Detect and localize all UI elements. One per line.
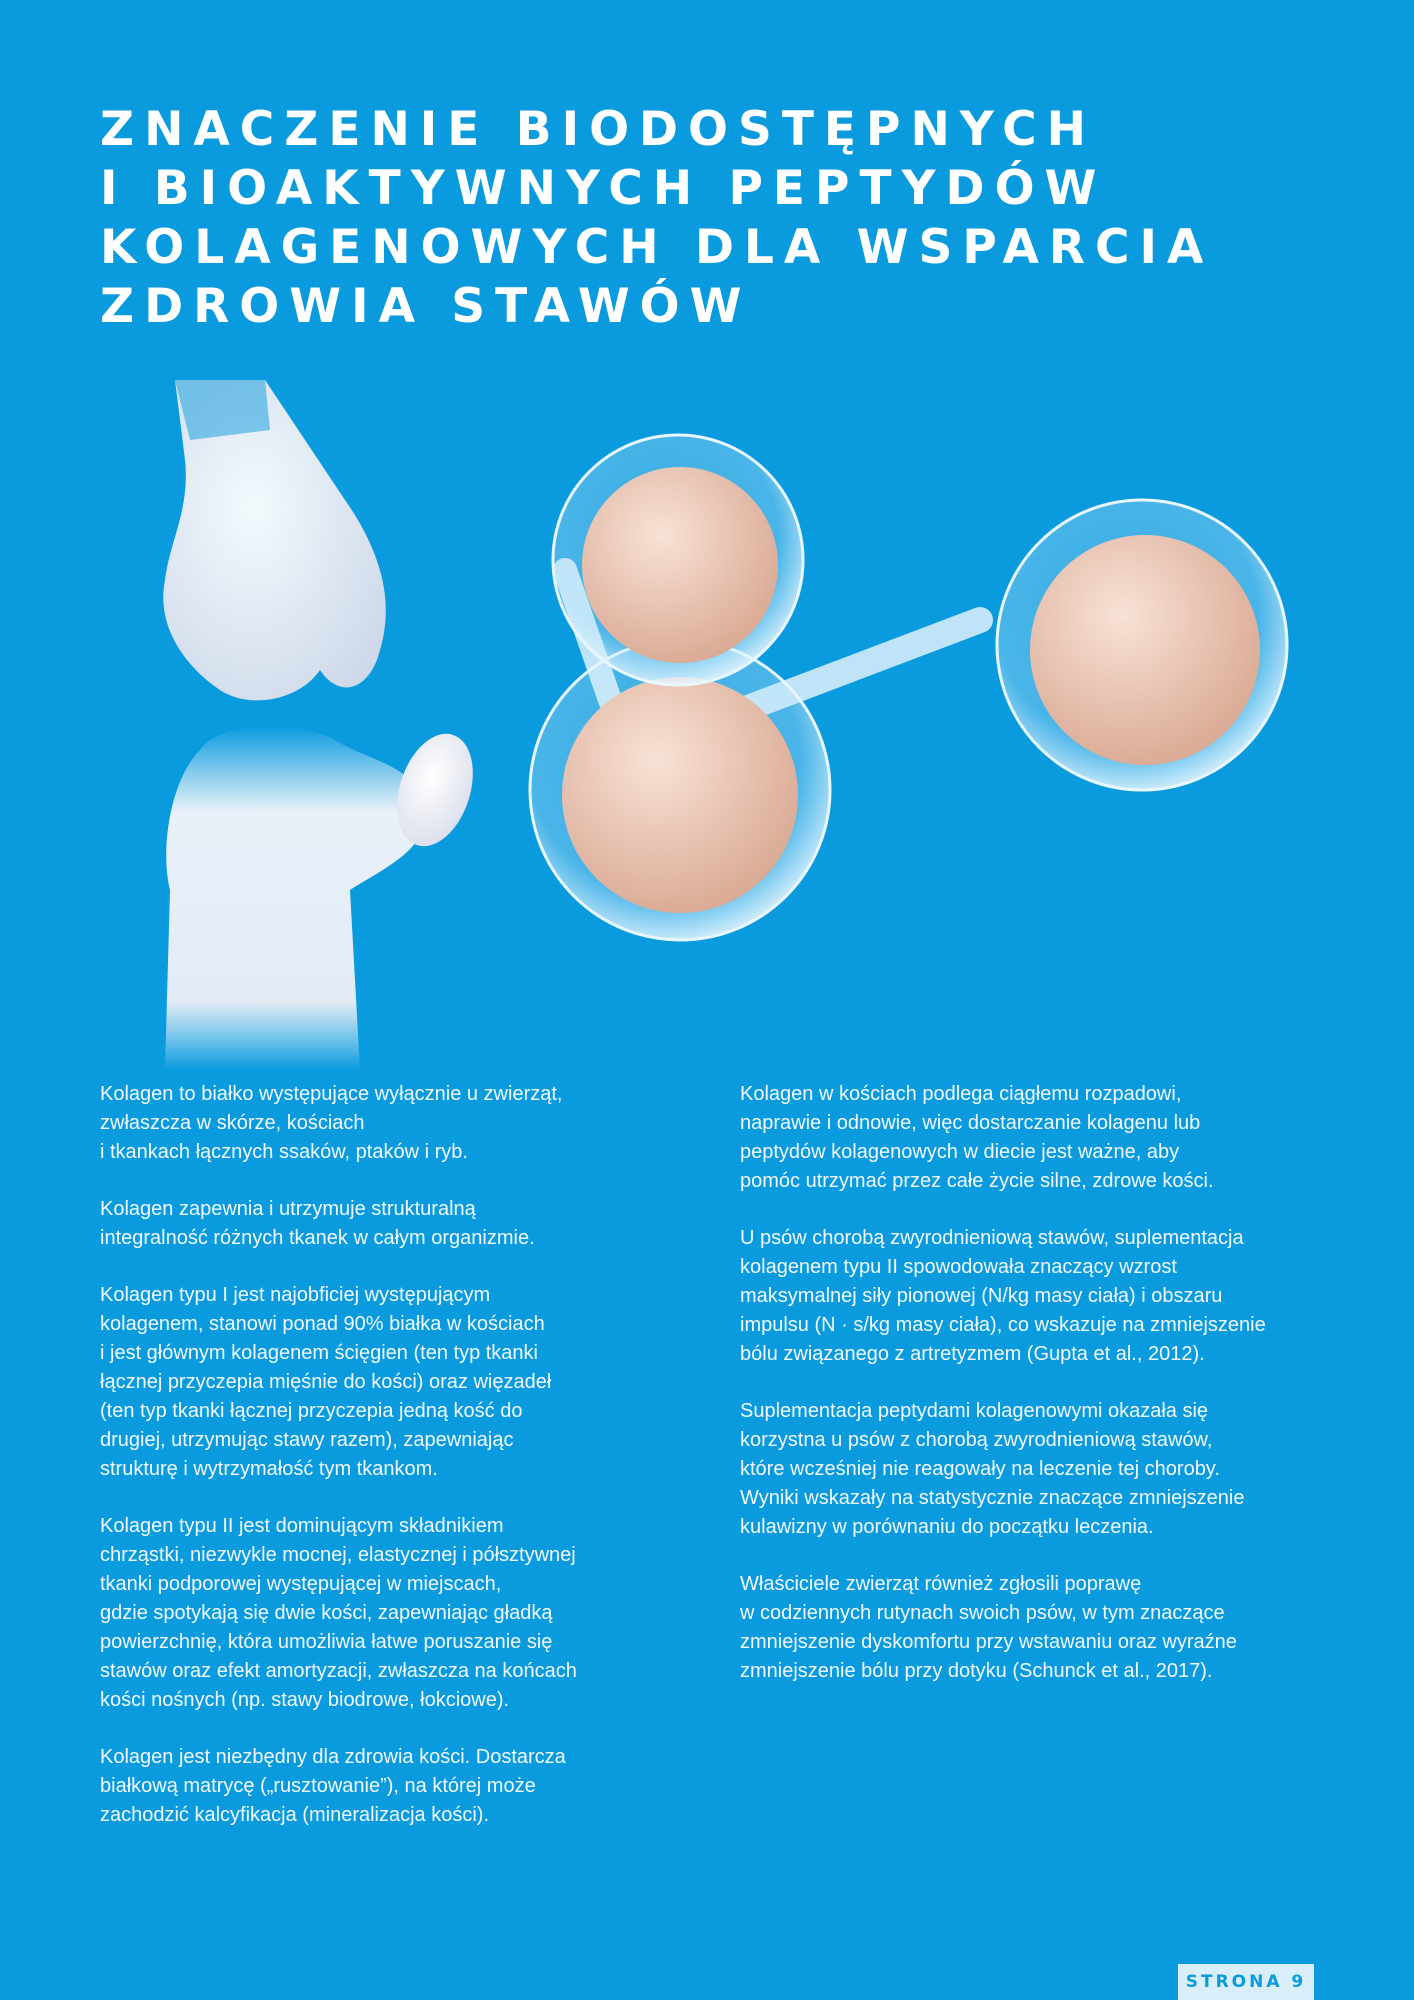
- text-line: stawów oraz efekt amortyzacji, zwłaszcza na końcach: [100, 1660, 577, 1682]
- text-line: maksymalnej siły pionowej (N/kg masy ciała) i obszaru: [740, 1285, 1223, 1307]
- illustration-svg: [150, 370, 1300, 1070]
- text-line: kolagenem typu II spowodowała znaczący wzrost: [740, 1256, 1177, 1278]
- text-line: gdzie spotykają się dwie kości, zapewniając gładką: [100, 1602, 553, 1624]
- text-line: Suplementacja peptydami kolagenowymi okazała się: [740, 1400, 1209, 1422]
- text-line: integralność różnych tkanek w całym organizmie.: [100, 1227, 535, 1249]
- paragraph: [740, 1570, 1340, 1686]
- paragraph: [100, 1195, 660, 1253]
- text-line: i jest głównym kolagenem ścięgien (ten typ tkanki: [100, 1342, 538, 1364]
- collagen-molecule-graphic: [530, 435, 1287, 940]
- text-line: Kolagen to białko występujące wyłącznie u zwierząt,: [100, 1083, 563, 1105]
- text-line: Kolagen w kościach podlega ciągłemu rozpadowi,: [740, 1083, 1182, 1105]
- text-line: łącznej przyczepia mięśnie do kości) oraz więzadeł: [100, 1371, 552, 1393]
- text-line: kolagenem, stanowi ponad 90% białka w kościach: [100, 1313, 545, 1335]
- paragraph: [740, 1080, 1340, 1196]
- title-line: ZNACZENIE BIODOSTĘPNYCH: [100, 102, 1096, 157]
- text-line: tkanki podporowej występującej w miejscach,: [100, 1573, 502, 1595]
- page-number-badge: STRONA 9: [1178, 1964, 1314, 2000]
- text-line: naprawie i odnowie, więc dostarczanie kolagenu lub: [740, 1112, 1201, 1134]
- text-line: kości nośnych (np. stawy biodrowe, łokciowe).: [100, 1689, 510, 1711]
- text-line: Kolagen jest niezbędny dla zdrowia kości. Dostarcza: [100, 1746, 566, 1768]
- text-line: zachodzić kalcyfikacja (mineralizacja kości).: [100, 1804, 490, 1826]
- text-line: chrząstki, niezwykle mocnej, elastycznej i półsztywnej: [100, 1544, 576, 1566]
- text-line: drugiej, utrzymując stawy razem), zapewniając: [100, 1429, 514, 1451]
- paragraph: [740, 1224, 1340, 1369]
- text-line: Właściciele zwierząt również zgłosili poprawę: [740, 1573, 1142, 1595]
- text-line: zmniejszenie dyskomfortu przy wstawaniu oraz wyraźne: [740, 1631, 1237, 1653]
- paragraph: [100, 1512, 660, 1715]
- right-text-column: [740, 1080, 1340, 1714]
- paragraph: [740, 1397, 1340, 1542]
- paragraph: [100, 1080, 660, 1167]
- text-line: zwłaszcza w skórze, kościach: [100, 1112, 365, 1134]
- text-line: pomóc utrzymać przez całe życie silne, zdrowe kości.: [740, 1170, 1214, 1192]
- text-line: (ten typ tkanki łącznej przyczepia jedną kość do: [100, 1400, 523, 1422]
- text-line: kulawizny w porównaniu do początku leczenia.: [740, 1516, 1154, 1538]
- text-line: strukturę i wytrzymałość tym tkankom.: [100, 1458, 438, 1480]
- text-line: które wcześniej nie reagowały na leczenie tej choroby.: [740, 1458, 1220, 1480]
- text-line: U psów chorobą zwyrodnieniową stawów, suplementacja: [740, 1227, 1244, 1249]
- knee-joint-graphic: [163, 380, 486, 1070]
- knee-joint-and-molecule-illustration: [150, 370, 1300, 1070]
- text-line: zmniejszenie bólu przy dotyku (Schunck et al., 2017).: [740, 1660, 1213, 1682]
- text-line: peptydów kolagenowych w diecie jest ważne, aby: [740, 1141, 1180, 1163]
- title-line: KOLAGENOWYCH DLA WSPARCIA: [100, 220, 1214, 275]
- paragraph: [100, 1281, 660, 1484]
- text-line: Kolagen typu I jest najobficiej występującym: [100, 1284, 491, 1306]
- text-line: Kolagen zapewnia i utrzymuje strukturalną: [100, 1198, 476, 1220]
- left-text-column: [100, 1080, 660, 1858]
- title-line: I BIOAKTYWNYCH PEPTYDÓW: [100, 161, 1107, 216]
- text-line: i tkankach łącznych ssaków, ptaków i ryb.: [100, 1141, 468, 1163]
- text-line: w codziennych rutynach swoich psów, w tym znaczące: [740, 1602, 1225, 1624]
- text-line: korzystna u psów z chorobą zwyrodnieniową stawów,: [740, 1429, 1213, 1451]
- title-line: ZDROWIA STAWÓW: [100, 279, 752, 334]
- text-line: Wyniki wskazały na statystycznie znaczące zmniejszenie: [740, 1487, 1245, 1509]
- text-line: białkową matrycę („rusztowanie”), na której może: [100, 1775, 536, 1797]
- text-line: powierzchnię, która umożliwia łatwe poruszanie się: [100, 1631, 553, 1653]
- text-line: bólu związanego z artretyzmem (Gupta et al., 2012).: [740, 1343, 1205, 1365]
- text-line: Kolagen typu II jest dominującym składnikiem: [100, 1515, 504, 1537]
- page-title: [100, 100, 1300, 336]
- text-line: impulsu (N · s/kg masy ciała), co wskazuje na zmniejszenie: [740, 1314, 1266, 1336]
- paragraph: [100, 1743, 660, 1830]
